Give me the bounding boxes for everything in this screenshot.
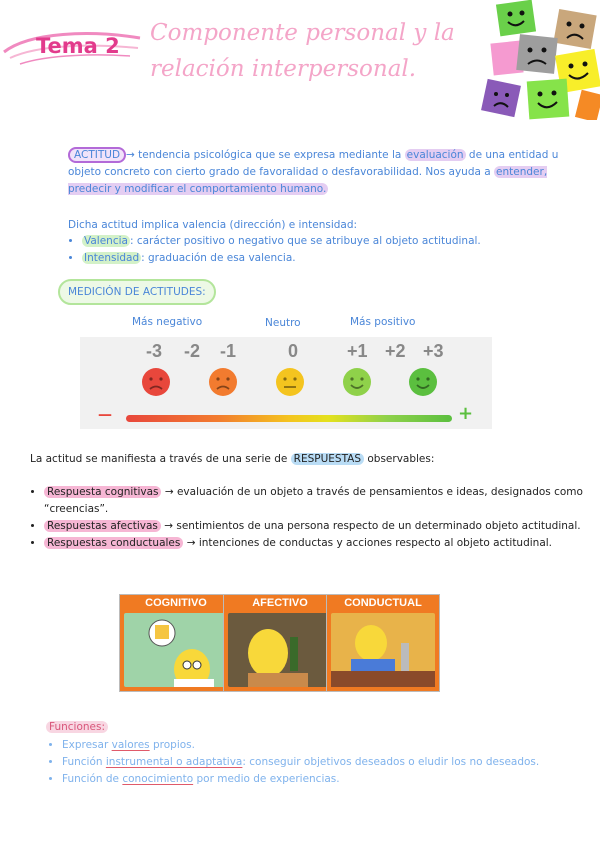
list-item: [44, 484, 590, 518]
cognitivas-text: → evaluación de un objeto a través de pensamientos e ideas, designados como “creencias”.: [44, 486, 583, 515]
scale-number: -3: [146, 341, 163, 361]
conductuales-term: Respuestas conductuales: [44, 537, 183, 549]
list-item: [44, 518, 590, 535]
page-title-line2: relación interpersonal.: [150, 56, 417, 82]
scale-face-icon: [275, 367, 305, 397]
respuestas-intro-part1: La actitud se manifiesta a través de una serie de: [30, 453, 291, 465]
page-title-line1: Componente personal y la: [150, 20, 455, 46]
cognitivo-tile-image: [119, 594, 233, 692]
scale-plus: +: [458, 403, 474, 424]
scale-face-icon: [208, 367, 238, 397]
actitud-def-part2: de una entidad u objeto concreto con cierto grado de favoralidad o desfavorabilidad. Nos ayuda a: [68, 149, 559, 178]
cognitivo-label: COGNITIVO: [145, 597, 207, 609]
scale-face-icon: [141, 367, 171, 397]
gray-sad-sticker: [516, 34, 558, 74]
respuestas-intro-part2: observables:: [364, 453, 435, 465]
homer-hug-icon: [228, 613, 332, 687]
funcion-3-underlined: conocimiento: [122, 773, 194, 785]
afectivas-term: Respuestas afectivas: [44, 520, 161, 532]
attitude-scale-image: [80, 337, 492, 429]
funcion-3-post: por medio de experiencias.: [193, 773, 340, 785]
afectivo-tile-image: [223, 594, 337, 692]
funciones-list: [48, 737, 568, 788]
medicion-title: MEDICIÓN DE ACTITUDES:: [58, 279, 216, 305]
funcion-2-pre: Función: [62, 756, 106, 768]
intensidad-term: Intensidad: [84, 252, 140, 264]
homer-thinking-icon: [124, 613, 228, 687]
emoji-stickers-image: [478, 0, 600, 120]
conductual-picture: [331, 613, 435, 687]
funcion-1-underlined: valores: [111, 739, 150, 751]
scale-gradient-bar: [126, 415, 452, 422]
scale-number: 0: [288, 341, 299, 361]
conductual-tile-image: [326, 594, 440, 692]
scale-number: -1: [220, 341, 237, 361]
list-item: [62, 737, 568, 754]
valencia-text: : carácter positivo o negativo que se atribuye al objeto actitudinal.: [129, 235, 481, 247]
list-item: [62, 771, 568, 788]
valencia-list: [68, 233, 588, 267]
tema-label: Tema 2: [36, 34, 120, 58]
tan-sad-sticker: [553, 9, 596, 49]
header: [0, 0, 600, 120]
label-mas-positivo: Más positivo: [350, 316, 416, 328]
list-item: [44, 535, 590, 552]
actitud-term: ACTITUD: [68, 147, 126, 163]
conductuales-text: → intenciones de conductas y acciones respecto al objeto actitudinal.: [183, 537, 553, 549]
conductual-label: CONDUCTUAL: [344, 597, 422, 609]
scale-number: +3: [423, 341, 444, 361]
label-neutro: Neutro: [265, 317, 301, 329]
intensidad-text: : graduación de esa valencia.: [141, 252, 296, 264]
scale-number: -2: [184, 341, 201, 361]
respuestas-list: [30, 484, 590, 552]
afectivas-text: → sentimientos de una persona respecto de un determinado objeto actitudinal.: [160, 520, 581, 532]
scale-face-icon: [342, 367, 372, 397]
entender-highlight: entender, predecir y modificar el comportamiento humano.: [68, 166, 548, 195]
funcion-3-pre: Función de: [62, 773, 123, 785]
implica-text: Dicha actitud implica valencia (dirección) e intensidad:: [68, 219, 358, 231]
scale-minus: —: [98, 407, 112, 423]
afectivo-label: AFECTIVO: [252, 597, 308, 609]
cognitivo-picture: [124, 613, 228, 687]
list-item: [82, 233, 588, 250]
respuestas-intro: [30, 451, 590, 468]
actitud-definition: [68, 147, 588, 198]
homer-bar-icon: [331, 613, 435, 687]
actitud-def-part1: tendencia psicológica que se expresa mediante la: [134, 149, 405, 161]
funcion-2-underlined: instrumental o adaptativa: [105, 756, 243, 768]
funcion-2-post: : conseguir objetivos deseados o eludir los no deseados.: [242, 756, 540, 768]
funcion-1-pre: Expresar: [62, 739, 112, 751]
orange-sticker: [575, 90, 600, 120]
afectivo-picture: [228, 613, 332, 687]
funcion-1-post: propios.: [149, 739, 195, 751]
valencia-term: Valencia: [84, 235, 128, 247]
cognitivas-term: Respuesta cognitivas: [44, 486, 161, 498]
evaluacion-highlight: evaluación: [406, 149, 464, 161]
label-mas-negativo: Más negativo: [132, 316, 203, 328]
scale-face-icon: [408, 367, 438, 397]
actitud-arrow: →: [126, 149, 135, 161]
scale-number: +1: [347, 341, 368, 361]
list-item: [62, 754, 568, 771]
funciones-title: Funciones:: [46, 721, 108, 733]
green-happy-sticker: [496, 0, 536, 36]
scale-number: +2: [385, 341, 406, 361]
lime-happy-sticker: [527, 79, 570, 120]
purple-sad-sticker: [481, 79, 521, 117]
respuestas-highlight: RESPUESTAS: [291, 453, 364, 465]
list-item: [82, 250, 588, 267]
